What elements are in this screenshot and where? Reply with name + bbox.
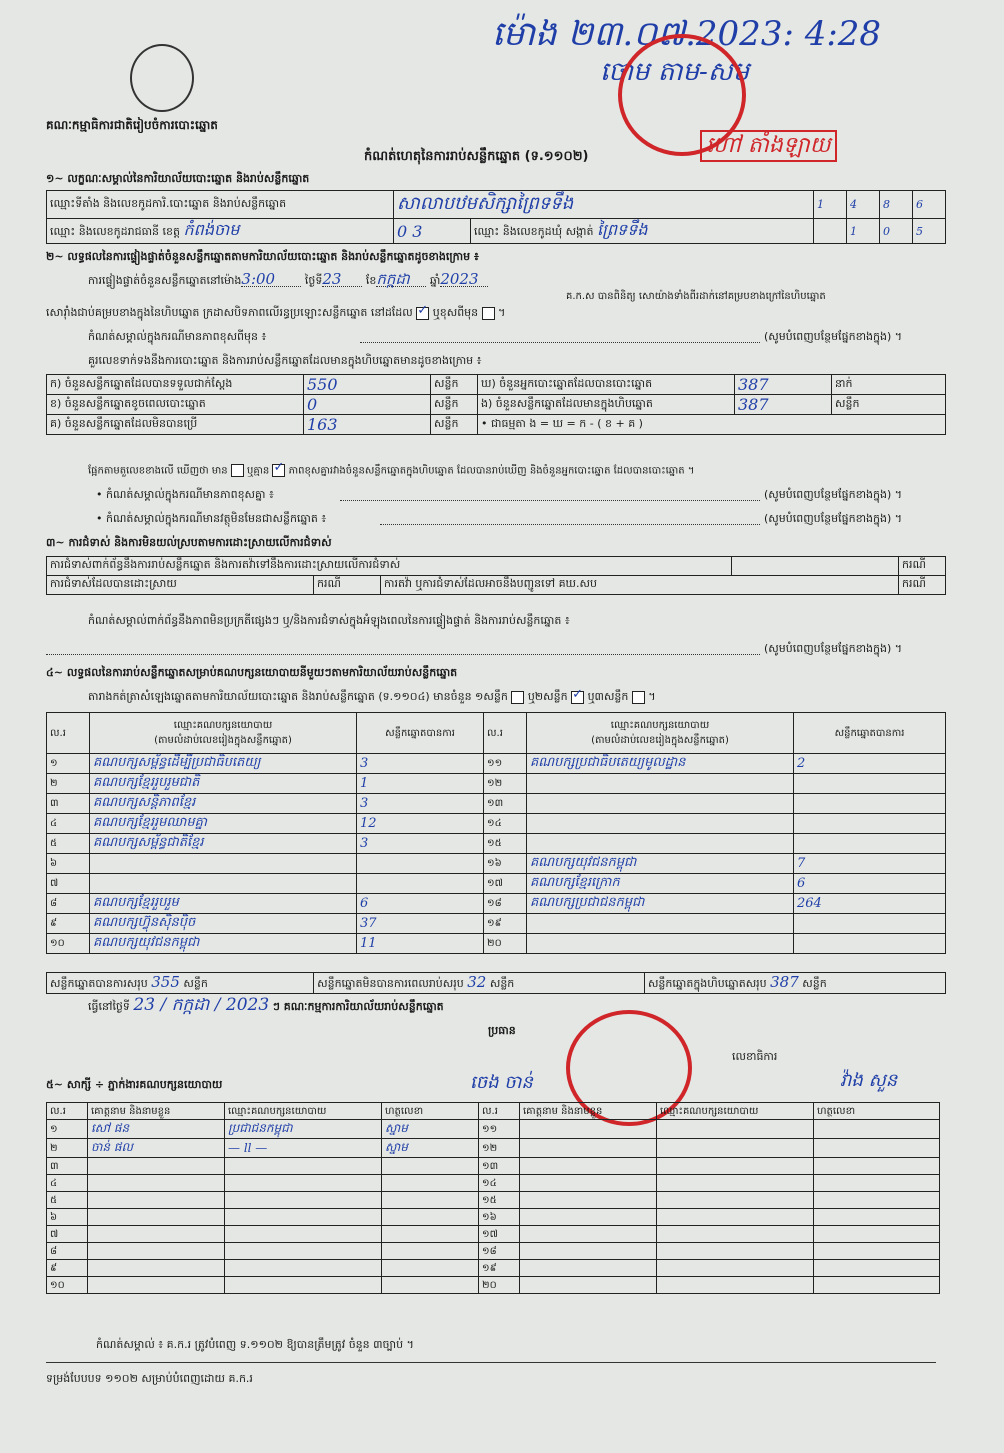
witness-row — [47, 1139, 940, 1158]
witness-header-name: គោត្តនាម និងនាមខ្លួន — [88, 1103, 225, 1120]
witness-header-name-r: គោត្តនាម និងនាមខ្លួន — [520, 1103, 657, 1120]
witness-party: — ll — — [225, 1139, 382, 1158]
results-party: គណបក្សខ្មែររួបរួមជាតិ — [90, 774, 357, 794]
results-header-party: ឈ្មោះគណបក្សនយោបាយ (តាមលំដាប់លេខរៀងក្នុងសន្លឹកឆ្នោត) — [90, 713, 357, 754]
witness-header-sign-r: ហត្ថលេខា — [814, 1103, 940, 1120]
witness-blank — [520, 1226, 657, 1243]
results-no: ២០ — [484, 934, 527, 954]
row1-code-3: 8 — [880, 191, 913, 219]
results-no: ១១ — [484, 754, 527, 774]
objection-row1: ការជំទាស់ពាក់ព័ន្ធនឹងការរាប់សន្លឹកឆ្នោត និងការតវ៉ាទៅនឹងការដោះស្រាយលើការជំទាស់ — [47, 557, 732, 576]
witness-blank — [657, 1226, 814, 1243]
witness-no-r: ១៤ — [479, 1175, 520, 1192]
results-party: គណបក្សយុវជនកម្ពុជា — [527, 854, 794, 874]
witness-blank — [520, 1209, 657, 1226]
commune-cell — [471, 219, 814, 244]
count-c-value: 163 — [304, 415, 431, 435]
witness-table — [46, 1102, 940, 1294]
sign-date: ធ្វើនៅថ្ងៃទី 23 / កក្កដា / 2023 ៗ គណៈកម្មការការិយាល័យរាប់សន្លឹកឆ្នោត — [88, 995, 444, 1015]
results-no: ១៥ — [484, 834, 527, 854]
witness-party — [225, 1192, 382, 1209]
results-party: គណបក្សខ្មែរក្រោក — [527, 874, 794, 894]
verify-month: កក្កដា — [376, 272, 426, 287]
count-e-value: 387 — [735, 395, 832, 415]
results-party: គណបក្សប្រជាជនកម្ពុជា — [527, 894, 794, 914]
results-votes — [357, 854, 484, 874]
results-no: ១០ — [47, 934, 90, 954]
row2-value: កំពង់ចាម — [183, 220, 240, 239]
results-party: គណបក្សខ្មែររួបរួម — [90, 894, 357, 914]
count-d-label: ឃ) ចំនួនអ្នកបោះឆ្នោតដែលបានបោះឆ្នោត — [478, 375, 735, 395]
different-checkbox[interactable] — [482, 307, 495, 320]
results-row — [47, 754, 946, 774]
objection-appeal: ការតវ៉ា ឬការជំទាស់ដែលអាចនឹងបញ្ជូនទៅ គឃ.សប — [381, 576, 899, 595]
results-no: ៨ — [47, 894, 90, 914]
secretary-label: លេខាធិការ — [732, 1050, 778, 1063]
section1-title: ១~ លក្ខណៈសម្គាល់នៃការិយាល័យបោះឆ្នោត និងរាប់សន្លឹកឆ្នោត — [46, 172, 310, 185]
same-checkbox[interactable] — [416, 307, 429, 320]
witness-header-party: ឈ្មោះគណបក្សនយោបាយ — [225, 1103, 382, 1120]
objection-resolved-unit: ករណី — [314, 576, 381, 595]
results-no: ១២ — [484, 774, 527, 794]
results-party — [90, 874, 357, 894]
results-party — [527, 834, 794, 854]
witness-blank — [814, 1277, 940, 1294]
witness-blank — [657, 1158, 814, 1175]
row1-label: ឈ្មោះទីតាំង និងលេខកូដការិ.បោះឆ្នោត និងរាប់សន្លឹកឆ្នោត — [47, 191, 394, 219]
row2-label: ឈ្មោះ និងលេខកូដរាជធានី ខេត្ត — [50, 225, 180, 238]
witness-sign — [382, 1226, 479, 1243]
witness-no: ១ — [47, 1120, 88, 1139]
results-party — [527, 914, 794, 934]
witness-name — [88, 1277, 225, 1294]
results-header-votes: សន្លឹកឆ្នោតបានការ — [357, 713, 484, 754]
results-party — [527, 934, 794, 954]
row2-code: 0 3 — [394, 219, 471, 244]
witness-row — [47, 1175, 940, 1192]
results-no: ៦ — [47, 854, 90, 874]
witness-blank — [814, 1139, 940, 1158]
witness-party — [225, 1243, 382, 1260]
total-ballots: សន្លឹកឆ្នោតក្នុងហិបឆ្នោតសរុប 387 សន្លឹក — [644, 973, 945, 994]
section2-line1-cont: គ.ក.ស បានពិនិត្យ សោយ៉ាងទាំងពីរដាក់នៅគម្របខាងក្រៅនៃហិបឆ្នោត — [566, 291, 826, 302]
witness-sign — [382, 1243, 479, 1260]
section4-intro: តារាងកត់ត្រាសំឡេងឆ្នោតតាមការិយាល័យបោះឆ្នោត និងរាប់សន្លឹកឆ្នោត (ទ.១១០៤) មានចំនួន ១សន្លឹក ឬ២សន្លឹក ✓ ឬ៣សន្លឹក ។ — [88, 690, 656, 704]
objection-row1-unit: ករណី — [899, 557, 946, 576]
witness-name — [88, 1243, 225, 1260]
results-party — [527, 774, 794, 794]
count-b-unit: សន្លឹក — [431, 395, 478, 415]
witness-blank — [814, 1209, 940, 1226]
row2-label-wrap — [47, 219, 394, 244]
witness-blank — [814, 1158, 940, 1175]
section2-line7: • កំណត់សម្គាល់ក្នុងករណីមានវត្ថុមិនមែនជាសន្លឹកឆ្នោត ៖ — [96, 512, 327, 525]
witness-name — [88, 1260, 225, 1277]
witness-no: ៩ — [47, 1260, 88, 1277]
results-no: ១៤ — [484, 814, 527, 834]
witness-sign — [382, 1192, 479, 1209]
witness-no-r: ១៣ — [479, 1158, 520, 1175]
witness-blank — [520, 1260, 657, 1277]
count-b-value: 0 — [304, 395, 431, 415]
secretary-name: វ៉ាង សួន — [840, 1070, 898, 1091]
witness-no-r: ១៥ — [479, 1192, 520, 1209]
witness-row — [47, 1209, 940, 1226]
counts-row — [47, 395, 946, 415]
witness-row — [47, 1158, 940, 1175]
count-a-unit: សន្លឹក — [431, 375, 478, 395]
commune-code-2: 0 — [880, 219, 913, 244]
verify-time: 3:00 — [241, 272, 301, 287]
results-votes: 11 — [357, 934, 484, 954]
section5-title: ៥~ សាក្សី ÷ ភ្នាក់ងារគណបក្សនយោបាយ — [46, 1078, 223, 1091]
results-table — [46, 712, 946, 954]
counts-row — [47, 375, 946, 395]
witness-sign: ស្នាម — [382, 1120, 479, 1139]
count-c-unit: សន្លឹក — [431, 415, 478, 435]
witness-no-r: ១៨ — [479, 1243, 520, 1260]
witness-blank — [520, 1120, 657, 1139]
results-votes: 37 — [357, 914, 484, 934]
results-row — [47, 814, 946, 834]
witness-name — [88, 1209, 225, 1226]
results-votes: 264 — [794, 894, 946, 914]
witness-sign — [382, 1209, 479, 1226]
witness-row — [47, 1226, 940, 1243]
results-votes: 3 — [357, 794, 484, 814]
has-diff-checkbox[interactable] — [231, 464, 244, 477]
commune-label: ឈ្មោះ និងលេខកូដឃុំ សង្កាត់ — [474, 225, 594, 238]
fill-note-1: (សូមបំពេញបន្ថែមផ្នែកខាងក្នុង) ។ — [764, 330, 903, 343]
witness-blank — [657, 1175, 814, 1192]
count-a-value: 550 — [304, 375, 431, 395]
form-title: កំណត់ហេតុនៃការរាប់សន្លឹកឆ្នោត (ទ.១១០២) — [364, 149, 589, 164]
witness-row — [47, 1192, 940, 1209]
witness-blank — [814, 1243, 940, 1260]
count-d-unit: នាក់ — [832, 375, 946, 395]
results-no: ២ — [47, 774, 90, 794]
results-votes: 7 — [794, 854, 946, 874]
results-row — [47, 774, 946, 794]
totals-table — [46, 972, 946, 994]
results-no: ១៨ — [484, 894, 527, 914]
witness-blank — [520, 1192, 657, 1209]
row1-value: សាលាបឋមសិក្សាព្រៃទទឹង — [394, 191, 814, 219]
no-diff-checkbox[interactable] — [272, 464, 285, 477]
witness-row — [47, 1277, 940, 1294]
chair-name: ចេង ចាន់ — [470, 1072, 533, 1093]
results-votes — [794, 794, 946, 814]
witness-blank — [520, 1139, 657, 1158]
count-e-unit: សន្លឹក — [832, 395, 946, 415]
witness-no: ៥ — [47, 1192, 88, 1209]
witness-name — [88, 1192, 225, 1209]
results-no: ៧ — [47, 874, 90, 894]
counts-row — [47, 415, 946, 435]
results-votes — [794, 774, 946, 794]
count-d-value: 387 — [735, 375, 832, 395]
fill-note-3: (សូមបំពេញបន្ថែមផ្នែកខាងក្នុង) ។ — [764, 512, 903, 525]
results-party: គណបក្សខ្មែររួមឈាមគ្នា — [90, 814, 357, 834]
results-row — [47, 914, 946, 934]
witness-header-party-r: ឈ្មោះគណបក្សនយោបាយ — [657, 1103, 814, 1120]
witness-blank — [657, 1243, 814, 1260]
handwritten-name: ចោម តាម-សម — [600, 57, 750, 87]
sign-date-value: 23 / កក្កដា / 2023 — [133, 995, 270, 1015]
section3-title: ៣~ ការជំទាស់ និងការមិនយល់ស្របតាមការដោះស្រាយលើការជំទាស់ — [46, 536, 332, 549]
results-party: គណបក្សប្រជាធិបតេយ្យមូលដ្ឋាន — [527, 754, 794, 774]
footnote: កំណត់សម្គាល់ ៖ គ.ក.រ ត្រូវបំពេញ ទ.១១០២ ឱ្យបានត្រឹមត្រូវ ចំនួន ៣ច្បាប់ ។ — [96, 1338, 414, 1351]
results-row — [47, 834, 946, 854]
witness-no: ៦ — [47, 1209, 88, 1226]
results-votes: 12 — [357, 814, 484, 834]
results-party: គណបក្សយុវជនកម្ពុជា — [90, 934, 357, 954]
results-votes — [794, 814, 946, 834]
results-votes: 6 — [357, 894, 484, 914]
witness-no-r: ១៦ — [479, 1209, 520, 1226]
witness-no: ១០ — [47, 1277, 88, 1294]
results-votes: 1 — [357, 774, 484, 794]
witness-header-sign: ហត្ថលេខា — [382, 1103, 479, 1120]
handwritten-note: ហៅ តាំងឡាយ — [700, 130, 837, 162]
results-header-votes-r: សន្លឹកឆ្នោតបានការ — [794, 713, 946, 754]
witness-name — [88, 1175, 225, 1192]
results-header-no: ល.រ — [47, 713, 90, 754]
witness-sign — [382, 1260, 479, 1277]
witness-blank — [657, 1139, 814, 1158]
objection-resolved: ការជំទាស់ដែលបានដោះស្រាយ — [47, 576, 314, 595]
witness-no-r: ២០ — [479, 1277, 520, 1294]
row1-code-2: 4 — [847, 191, 880, 219]
results-row — [47, 854, 946, 874]
fill-note-4: (សូមបំពេញបន្ថែមផ្នែកខាងក្នុង) ។ — [764, 642, 903, 655]
witness-row — [47, 1260, 940, 1277]
row1-code-4: 6 — [913, 191, 946, 219]
witness-no-r: ១២ — [479, 1139, 520, 1158]
results-no: ៩ — [47, 914, 90, 934]
total-ballots-value: 387 — [770, 973, 799, 991]
witness-blank — [657, 1209, 814, 1226]
witness-blank — [814, 1175, 940, 1192]
section2-line3: កំណត់សម្គាល់ក្នុងករណីមានភាពខុសពីមុន ៖ — [88, 330, 267, 343]
official-stamp-top — [618, 34, 746, 156]
witness-name: សៅ ផន — [88, 1120, 225, 1139]
results-party: គណបក្សសន្តិភាពខ្មែរ — [90, 794, 357, 814]
witness-blank — [657, 1260, 814, 1277]
witness-party — [225, 1175, 382, 1192]
witness-party — [225, 1277, 382, 1294]
note-dotline-2 — [340, 500, 760, 501]
witness-blank — [814, 1120, 940, 1139]
counts-table — [46, 374, 946, 435]
results-votes — [794, 834, 946, 854]
total-valid: សន្លឹកឆ្នោតបានការសរុប 355 សន្លឹក — [47, 973, 314, 994]
witness-no: ៨ — [47, 1243, 88, 1260]
witness-name: ចាន់ ផល — [88, 1139, 225, 1158]
objection-appeal-unit: ករណី — [899, 576, 946, 595]
results-no: ១៧ — [484, 874, 527, 894]
witness-party — [225, 1226, 382, 1243]
nec-emblem-icon — [130, 44, 194, 112]
chair-label: ប្រធាន — [488, 1024, 516, 1037]
results-no: ៣ — [47, 794, 90, 814]
witness-blank — [814, 1192, 940, 1209]
results-votes: 3 — [357, 754, 484, 774]
results-row — [47, 934, 946, 954]
results-votes — [357, 874, 484, 894]
section2-title: ២~ លទ្ធផលនៃការផ្ទៀងផ្ទាត់ចំនួនសន្លឹកឆ្នោតតាមការិយាល័យបោះឆ្នោត និងរាប់សន្លឹកឆ្នោតដូចខាងក្រោម ៖ — [46, 250, 479, 263]
witness-sign — [382, 1175, 479, 1192]
witness-blank — [520, 1158, 657, 1175]
footer-text: ទម្រង់បែបបទ ១១០២ សម្រាប់បំពេញដោយ គ.ក.រ — [46, 1372, 253, 1385]
results-no: ៥ — [47, 834, 90, 854]
section2-line1: ការផ្ទៀងផ្ទាត់ចំនួនសន្លឹកឆ្នោតនៅម៉ោង3:00 ថ្ងៃទី23 ខែកក្កដា ឆ្នាំ2023 — [88, 272, 488, 288]
witness-party: ប្រជាជនកម្ពុជា — [225, 1120, 382, 1139]
sheet2-checkbox[interactable] — [571, 691, 584, 704]
witness-no: ៣ — [47, 1158, 88, 1175]
witness-header-no-r: ល.រ — [479, 1103, 520, 1120]
count-c-label: គ) ចំនួនសន្លឹកឆ្នោតដែលមិនបានប្រើ — [47, 415, 304, 435]
witness-no-r: ១១ — [479, 1120, 520, 1139]
commune-code-blank — [814, 219, 847, 244]
witness-row — [47, 1243, 940, 1260]
witness-sign: ស្នាម — [382, 1139, 479, 1158]
results-no: ១៩ — [484, 914, 527, 934]
handwritten-datetime: ម៉ោង ២៣.០៧.2023: 4:28 — [492, 14, 882, 54]
fill-note-2: (សូមបំពេញបន្ថែមផ្នែកខាងក្នុង) ។ — [764, 488, 903, 501]
results-party: គណបក្សសម្ព័ន្ធដើម្បីប្រជាធិបតេយ្យ — [90, 754, 357, 774]
results-party: គណបក្សហ៊្វុនស៊ិនប៉ិច — [90, 914, 357, 934]
results-party: គណបក្សសម្ព័ន្ធជាតិខ្មែរ — [90, 834, 357, 854]
witness-no: ៤ — [47, 1175, 88, 1192]
witness-name — [88, 1158, 225, 1175]
commune-value: ព្រៃទទឹង — [597, 220, 648, 239]
commune-code-1: 1 — [847, 219, 880, 244]
verify-year: 2023 — [440, 272, 488, 287]
section3-table — [46, 556, 946, 595]
witness-row — [47, 1120, 940, 1139]
witness-header-no: ល.រ — [47, 1103, 88, 1120]
results-row — [47, 874, 946, 894]
note-dotline-4 — [46, 654, 760, 655]
total-valid-value: 355 — [151, 973, 180, 991]
org-name: គណៈកម្មាធិការជាតិរៀបចំការបោះឆ្នោត — [46, 118, 218, 132]
footer-divider — [46, 1362, 936, 1363]
sheet3-checkbox[interactable] — [632, 691, 645, 704]
results-party — [527, 794, 794, 814]
witness-blank — [814, 1226, 940, 1243]
row1-code-1: 1 — [814, 191, 847, 219]
count-formula: • ជាធម្មតា ង = ឃ = ក - ( ខ + គ ) — [478, 415, 946, 435]
results-votes: 3 — [357, 834, 484, 854]
results-votes — [794, 914, 946, 934]
count-e-label: ង) ចំនួនសន្លឹកឆ្នោតដែលមានក្នុងហិបឆ្នោត — [478, 395, 735, 415]
total-invalid-value: 32 — [467, 973, 487, 991]
section2-line4: គួរលេខទាក់ទងនឹងការបោះឆ្នោត និងការរាប់សន្លឹកឆ្នោតដែលមានក្នុងហិបឆ្នោតមានដូចខាងក្រោម ៖ — [88, 354, 482, 367]
section3-note: កំណត់សម្គាល់ពាក់ព័ន្ធនឹងភាពមិនប្រក្រតីផ្សេងៗ ឬ/និងការជំទាស់ក្នុងអំឡុងពេលនៃការផ្ទៀងផ្ទាត់ និងការរាប់សន្លឹកឆ្នោត ៖ — [88, 614, 570, 627]
witness-blank — [657, 1277, 814, 1294]
witness-name — [88, 1226, 225, 1243]
results-header-party-r: ឈ្មោះគណបក្សនយោបាយ (តាមលំដាប់លេខរៀងក្នុងសន្លឹកឆ្នោត) — [527, 713, 794, 754]
count-b-label: ខ) ចំនួនសន្លឹកឆ្នោតខូចពេលបោះឆ្នោត — [47, 395, 304, 415]
witness-sign — [382, 1158, 479, 1175]
witness-blank — [814, 1260, 940, 1277]
witness-no: ៧ — [47, 1226, 88, 1243]
witness-party — [225, 1158, 382, 1175]
section2-line2: សោរ៉ាំងជាប់គម្របខាងក្នុងនៃហិបឆ្នោត ក្រដាសបិទភាពលើរន្ធប្រឡោះសន្លឹកឆ្នោត នៅដដែល ✓ ឬខុសពីមុន ។ — [46, 306, 505, 320]
results-votes: 6 — [794, 874, 946, 894]
section2-line6: • កំណត់សម្គាល់ក្នុងករណីមានភាពខុសគ្នា ៖ — [96, 488, 274, 501]
results-no: ១៦ — [484, 854, 527, 874]
section1-table — [46, 190, 946, 244]
witness-party — [225, 1260, 382, 1277]
verify-day: 23 — [322, 272, 362, 287]
witness-blank — [657, 1120, 814, 1139]
witness-no-r: ១៧ — [479, 1226, 520, 1243]
results-votes — [794, 934, 946, 954]
results-party — [527, 814, 794, 834]
total-invalid: សន្លឹកឆ្នោតមិនបានការពេលរាប់សរុប 32 សន្លឹក — [314, 973, 645, 994]
results-no: ១ — [47, 754, 90, 774]
witness-no-r: ១៩ — [479, 1260, 520, 1277]
count-a-label: ក) ចំនួនសន្លឹកឆ្នោតដែលបានទទួលជាក់ស្តែង — [47, 375, 304, 395]
section2-line5: ផ្អែកតាមតួលេខខាងលើ ឃើញថា មាន ឬគ្មាន ✓ ភាពខុសគ្នារវាងចំនួនសន្លឹកឆ្នោតក្នុងហិបឆ្នោត ដែលបានរាប់ឃើញ និងចំនួនអ្នកបោះឆ្នោត ដែលបានបោះឆ្នោត ។ — [88, 464, 694, 479]
sheet1-checkbox[interactable] — [511, 691, 524, 704]
results-row — [47, 794, 946, 814]
note-dotline-3 — [380, 524, 760, 525]
witness-sign — [382, 1277, 479, 1294]
witness-blank — [520, 1277, 657, 1294]
note-dotline-1 — [360, 342, 760, 343]
witness-no: ២ — [47, 1139, 88, 1158]
results-header-no-r: ល.រ — [484, 713, 527, 754]
witness-blank — [520, 1243, 657, 1260]
witness-party — [225, 1209, 382, 1226]
witness-blank — [657, 1192, 814, 1209]
results-party — [90, 854, 357, 874]
results-no: ៤ — [47, 814, 90, 834]
results-no: ១៣ — [484, 794, 527, 814]
commune-code-3: 5 — [913, 219, 946, 244]
results-votes: 2 — [794, 754, 946, 774]
witness-blank — [520, 1175, 657, 1192]
section4-title: ៤~ លទ្ធផលនៃការរាប់សន្លឹកឆ្នោតសម្រាប់គណបក្សនយោបាយនីមួយៗតាមការិយាល័យរាប់សន្លឹកឆ្នោត — [46, 666, 458, 679]
results-row — [47, 894, 946, 914]
